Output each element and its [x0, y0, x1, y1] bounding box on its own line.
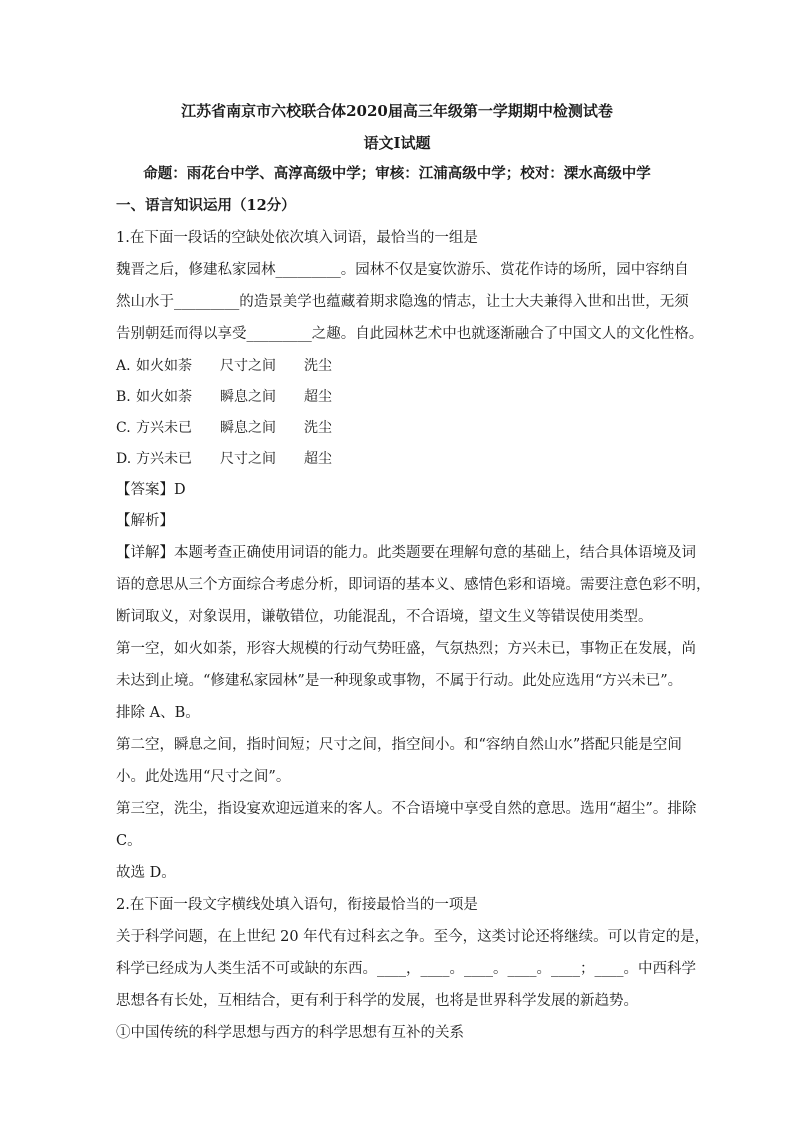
q1-option-a — [116, 356, 332, 376]
q1-passage-line: 告别朝廷而得以享受_________之趣。自此园林艺术中也就逐渐融合了中国文人的文化性格。 — [116, 326, 704, 342]
q1-passage-line: 然山水于_________的造景美学也蕴藏着期求隐逸的情志，让士大夫兼得入世和出世，无须 — [116, 294, 689, 310]
q1-analysis-line: 断词取义，对象误用，谦敬错位，功能混乱，不合语境，望文生义等错误使用类型。 — [116, 609, 653, 625]
q1-analysis-line: 【详解】本题考查正确使用词语的能力。此类题要在理解句意的基础上，结合具体语境及词 — [116, 545, 696, 561]
q1-passage-line: 魏晋之后，修建私家园林_________。园林不仅是宴饮游乐、赏花作诗的场所，园中容纳自 — [116, 262, 689, 278]
q1-option-c — [116, 418, 332, 438]
q1-analysis-label: 【解析】 — [116, 513, 174, 529]
q1-analysis-line: C。 — [116, 833, 142, 849]
option-word: 如火如荼 — [136, 389, 192, 405]
option-word: 洗尘 — [304, 358, 332, 374]
exam-credits: 命题：雨花台中学、高淳高级中学；审核：江浦高级中学；校对：溧水高级中学 — [143, 165, 651, 182]
q1-analysis-line: 第三空，洗尘，指设宴欢迎远道来的客人。不合语境中享受自然的意思。选用“超尘”。排除 — [116, 801, 697, 817]
q2-passage-line: 思想各有长处，互相结合，更有利于科学的发展，也将是世界科学发展的新趋势。 — [116, 993, 638, 1009]
option-letter: A. — [116, 358, 131, 374]
exam-subtitle: 语文Ⅰ试题 — [363, 134, 431, 152]
option-letter: C. — [116, 420, 131, 436]
q1-analysis-line: 故选 D。 — [116, 865, 176, 881]
q1-stem: 1.在下面一段话的空缺处依次填入词语，最恰当的一组是 — [116, 230, 478, 246]
q2-passage-line: 关于科学问题，在上世纪 20 年代有过科玄之争。至今，这类讨论还将继续。可以肯定的是， — [116, 929, 710, 945]
option-word: 瞬息之间 — [220, 389, 276, 405]
q2-passage-line: 科学已经成为人类生活不可或缺的东西。____，____。____。____。____；____。中西科学 — [116, 961, 696, 977]
option-word: 超尘 — [304, 451, 332, 467]
q1-analysis-line: 第一空，如火如荼，形容大规模的行动气势旺盛，气氛热烈；方兴未已，事物正在发展，尚 — [116, 641, 696, 657]
option-word: 瞬息之间 — [220, 420, 276, 436]
exam-title: 江苏省南京市六校联合体2020届高三年级第一学期期中检测试卷 — [181, 102, 613, 120]
q1-analysis-line: 语的意思从三个方面综合考虑分析，即词语的基本义、感情色彩和语境。需要注意色彩不明， — [116, 577, 711, 593]
option-word: 如火如荼 — [136, 358, 192, 374]
q1-answer: 【答案】D — [116, 482, 186, 498]
section-heading: 一、语言知识运用（12分） — [116, 197, 296, 214]
option-word: 方兴未已 — [136, 451, 192, 467]
q1-analysis-line: 未达到止境。“修建私家园林”是一种现象或事物，不属于行动。此处应选用“方兴未已”。 — [116, 673, 683, 689]
q2-stem: 2.在下面一段文字横线处填入语句，衔接最恰当的一项是 — [116, 897, 478, 913]
q1-option-d — [116, 449, 332, 469]
option-word: 方兴未已 — [136, 420, 192, 436]
q1-option-b — [116, 387, 332, 407]
option-letter: B. — [116, 389, 131, 405]
option-word: 尺寸之间 — [220, 358, 276, 374]
option-word: 洗尘 — [304, 420, 332, 436]
option-word: 超尘 — [304, 389, 332, 405]
option-word: 尺寸之间 — [220, 451, 276, 467]
q1-analysis-line: 第二空，瞬息之间，指时间短；尺寸之间，指空间小。和“容纳自然山水”搭配只能是空间 — [116, 737, 682, 753]
q2-item-1: ①中国传统的科学思想与西方的科学思想有互补的关系 — [116, 1025, 464, 1041]
q1-analysis-line: 排除 A、B。 — [116, 705, 200, 721]
q1-analysis-line: 小。此处选用“尺寸之间”。 — [116, 769, 291, 785]
option-letter: D. — [116, 451, 132, 467]
